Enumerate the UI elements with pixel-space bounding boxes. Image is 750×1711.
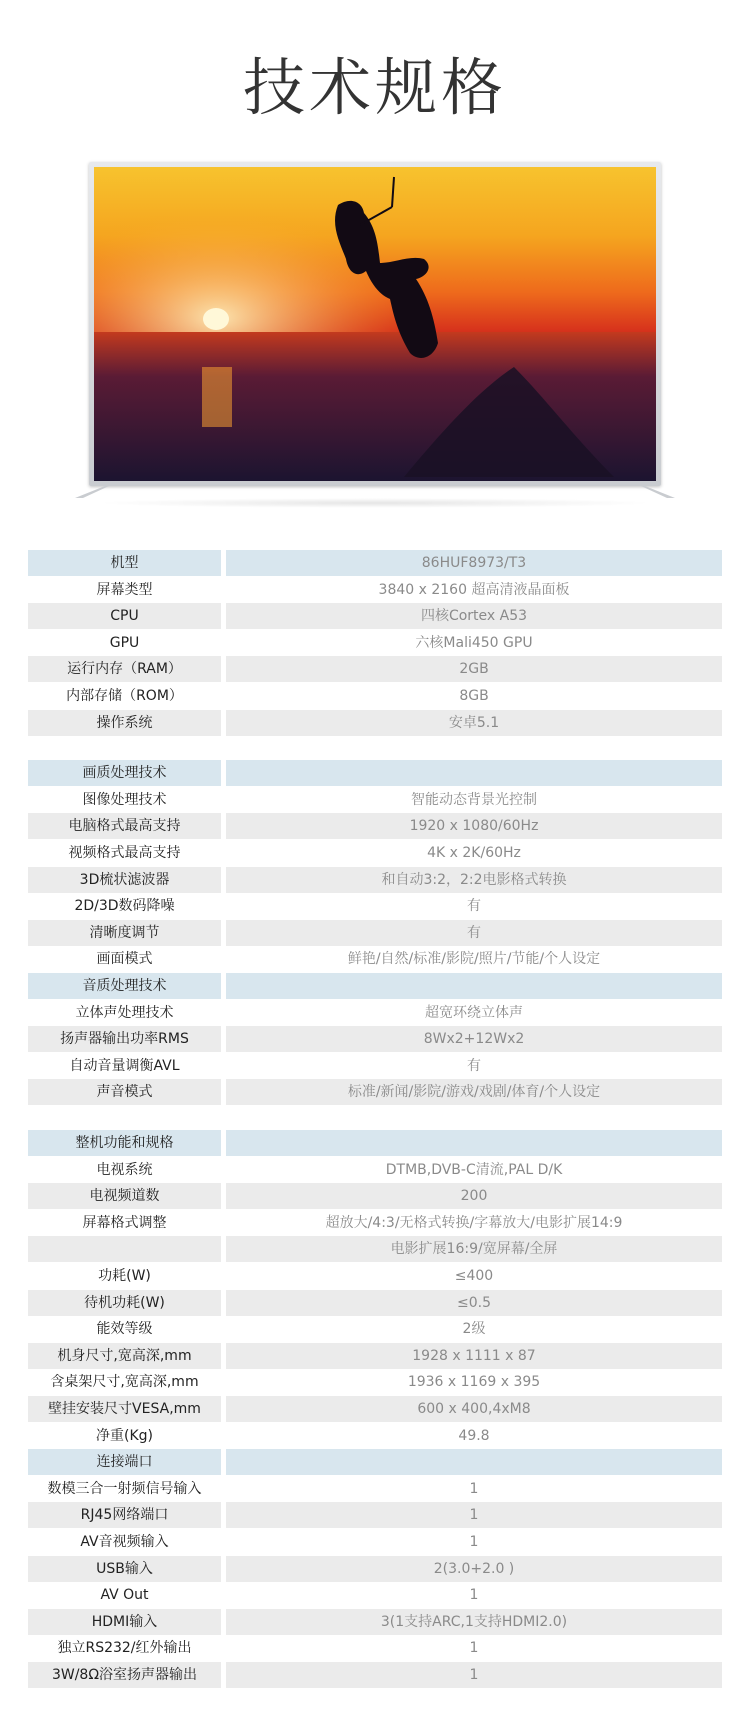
spec-value: ≤0.5 bbox=[226, 1290, 722, 1316]
spec-value: 有 bbox=[226, 1053, 722, 1079]
spec-row bbox=[28, 867, 722, 893]
spec-label: 运行内存（RAM） bbox=[28, 656, 221, 682]
spec-row bbox=[28, 1026, 722, 1052]
spec-label: 立体声处理技术 bbox=[28, 1000, 221, 1026]
spec-row bbox=[28, 1369, 722, 1395]
spec-value: 600 x 400,4xM8 bbox=[226, 1396, 722, 1422]
spec-label: 壁挂安装尺寸VESA,mm bbox=[28, 1396, 221, 1422]
spec-label: 功耗(W) bbox=[28, 1263, 221, 1289]
spec-row bbox=[28, 577, 722, 603]
spec-label: 清晰度调节 bbox=[28, 920, 221, 946]
spec-row bbox=[28, 1502, 722, 1528]
spec-value: 四核Cortex A53 bbox=[226, 603, 722, 629]
spec-section-header bbox=[28, 760, 722, 786]
spec-value: 86HUF8973/T3 bbox=[226, 550, 722, 576]
tv-shadow bbox=[95, 498, 655, 508]
spec-row bbox=[28, 1157, 722, 1183]
spec-label: 连接端口 bbox=[28, 1449, 221, 1475]
spec-label: AV音视频输入 bbox=[28, 1529, 221, 1555]
tv-product-image bbox=[89, 162, 661, 496]
spec-value: 2GB bbox=[226, 656, 722, 682]
spec-value: 电影扩展16:9/宽屏幕/全屏 bbox=[226, 1236, 722, 1262]
spec-value: 标准/新闻/影院/游戏/戏剧/体育/个人设定 bbox=[226, 1079, 722, 1105]
spec-section-header bbox=[28, 550, 722, 576]
spec-label: HDMI输入 bbox=[28, 1609, 221, 1635]
spec-label: 电脑格式最高支持 bbox=[28, 813, 221, 839]
spec-row bbox=[28, 787, 722, 813]
spec-section-header bbox=[28, 1449, 722, 1475]
tv-stand-left bbox=[75, 486, 123, 498]
spec-value: DTMB,DVB-C清流,PAL D/K bbox=[226, 1157, 722, 1183]
spec-row bbox=[28, 1529, 722, 1555]
spec-label: 图像处理技术 bbox=[28, 787, 221, 813]
spec-value: 2(3.0+2.0 ) bbox=[226, 1556, 722, 1582]
spec-value: 超宽环绕立体声 bbox=[226, 1000, 722, 1026]
spec-row bbox=[28, 1662, 722, 1688]
spec-label: 整机功能和规格 bbox=[28, 1130, 221, 1156]
spec-value: 8Wx2+12Wx2 bbox=[226, 1026, 722, 1052]
spec-value: 3840 x 2160 超高清液晶面板 bbox=[226, 577, 722, 603]
spec-row bbox=[28, 1476, 722, 1502]
spec-row bbox=[28, 630, 722, 656]
spec-label: GPU bbox=[28, 630, 221, 656]
spec-label: CPU bbox=[28, 603, 221, 629]
spec-row bbox=[28, 1183, 722, 1209]
spec-label: 含桌架尺寸,宽高深,mm bbox=[28, 1369, 221, 1395]
spec-value bbox=[226, 1449, 722, 1475]
spec-label: 电视频道数 bbox=[28, 1183, 221, 1209]
spec-label: RJ45网络端口 bbox=[28, 1502, 221, 1528]
spec-row bbox=[28, 1210, 722, 1236]
spec-value: 安卓5.1 bbox=[226, 710, 722, 736]
spec-value: 4K x 2K/60Hz bbox=[226, 840, 722, 866]
spec-value: 有 bbox=[226, 893, 722, 919]
spec-row bbox=[28, 1000, 722, 1026]
spec-section-header bbox=[28, 973, 722, 999]
spec-row bbox=[28, 920, 722, 946]
spec-row bbox=[28, 603, 722, 629]
spec-label: 能效等级 bbox=[28, 1316, 221, 1342]
spec-row bbox=[28, 1236, 722, 1262]
spec-row bbox=[28, 1635, 722, 1661]
spec-value: 1 bbox=[226, 1476, 722, 1502]
spec-value: 1936 x 1169 x 395 bbox=[226, 1369, 722, 1395]
spec-value: 3(1支持ARC,1支持HDMI2.0) bbox=[226, 1609, 722, 1635]
spec-value: 超放大/4:3/无格式转换/字幕放大/电影扩展14:9 bbox=[226, 1210, 722, 1236]
spec-section-header bbox=[28, 1130, 722, 1156]
spec-label: 扬声器输出功率RMS bbox=[28, 1026, 221, 1052]
spec-value: 鲜艳/自然/标准/影院/照片/节能/个人设定 bbox=[226, 946, 722, 972]
spec-row bbox=[28, 1079, 722, 1105]
spec-value: 有 bbox=[226, 920, 722, 946]
spec-label: 电视系统 bbox=[28, 1157, 221, 1183]
spec-row bbox=[28, 1609, 722, 1635]
spec-row bbox=[28, 1423, 722, 1449]
spec-label: 3D梳状滤波器 bbox=[28, 867, 221, 893]
spec-label: 数模三合一射频信号输入 bbox=[28, 1476, 221, 1502]
spec-value: 1928 x 1111 x 87 bbox=[226, 1343, 722, 1369]
spec-row bbox=[28, 1396, 722, 1422]
spec-value: 1 bbox=[226, 1662, 722, 1688]
spec-label: 音质处理技术 bbox=[28, 973, 221, 999]
spec-row bbox=[28, 1053, 722, 1079]
tv-screen bbox=[94, 167, 656, 481]
spec-value: 1 bbox=[226, 1502, 722, 1528]
spec-label: 操作系统 bbox=[28, 710, 221, 736]
spec-row bbox=[28, 1316, 722, 1342]
spec-value: 六核Mali450 GPU bbox=[226, 630, 722, 656]
page-title: 技术规格 bbox=[242, 51, 507, 124]
spec-row bbox=[28, 840, 722, 866]
sunset-wakeboard-scene bbox=[94, 167, 656, 481]
spec-value bbox=[226, 760, 722, 786]
spec-label: 独立RS232/红外输出 bbox=[28, 1635, 221, 1661]
spec-row bbox=[28, 893, 722, 919]
spec-label: 画质处理技术 bbox=[28, 760, 221, 786]
spec-value: 1920 x 1080/60Hz bbox=[226, 813, 722, 839]
spec-label: 声音模式 bbox=[28, 1079, 221, 1105]
spec-label: 视频格式最高支持 bbox=[28, 840, 221, 866]
spec-row bbox=[28, 813, 722, 839]
spec-label bbox=[28, 1236, 221, 1262]
spec-label: 屏幕类型 bbox=[28, 577, 221, 603]
spec-row bbox=[28, 710, 722, 736]
spec-label: 屏幕格式调整 bbox=[28, 1210, 221, 1236]
spec-row bbox=[28, 1556, 722, 1582]
spec-value: 和自动3:2，2:2电影格式转换 bbox=[226, 867, 722, 893]
spec-label: 待机功耗(W) bbox=[28, 1290, 221, 1316]
spec-value bbox=[226, 1130, 722, 1156]
spec-value: 2级 bbox=[226, 1316, 722, 1342]
spec-label: 机型 bbox=[28, 550, 221, 576]
spec-label: 2D/3D数码降噪 bbox=[28, 893, 221, 919]
spec-label: 内部存储（ROM） bbox=[28, 683, 221, 709]
spec-row bbox=[28, 656, 722, 682]
spec-row bbox=[28, 1343, 722, 1369]
spec-value: 1 bbox=[226, 1582, 722, 1608]
spec-value: 1 bbox=[226, 1635, 722, 1661]
spec-value: 200 bbox=[226, 1183, 722, 1209]
spec-label: USB输入 bbox=[28, 1556, 221, 1582]
spec-value bbox=[226, 973, 722, 999]
spec-value: 49.8 bbox=[226, 1423, 722, 1449]
spec-value: ≤400 bbox=[226, 1263, 722, 1289]
spec-value: 智能动态背景光控制 bbox=[226, 787, 722, 813]
spec-label: 3W/8Ω浴室扬声器输出 bbox=[28, 1662, 221, 1688]
spec-row bbox=[28, 1582, 722, 1608]
spec-value: 1 bbox=[226, 1529, 722, 1555]
spec-label: 机身尺寸,宽高深,mm bbox=[28, 1343, 221, 1369]
spec-label: 净重(Kg) bbox=[28, 1423, 221, 1449]
spec-row bbox=[28, 1290, 722, 1316]
spec-label: 自动音量调衡AVL bbox=[28, 1053, 221, 1079]
tv-stand-right bbox=[627, 486, 675, 498]
spec-row bbox=[28, 683, 722, 709]
spec-label: 画面模式 bbox=[28, 946, 221, 972]
spec-row bbox=[28, 946, 722, 972]
spec-value: 8GB bbox=[226, 683, 722, 709]
spec-row bbox=[28, 1263, 722, 1289]
spec-label: AV Out bbox=[28, 1582, 221, 1608]
